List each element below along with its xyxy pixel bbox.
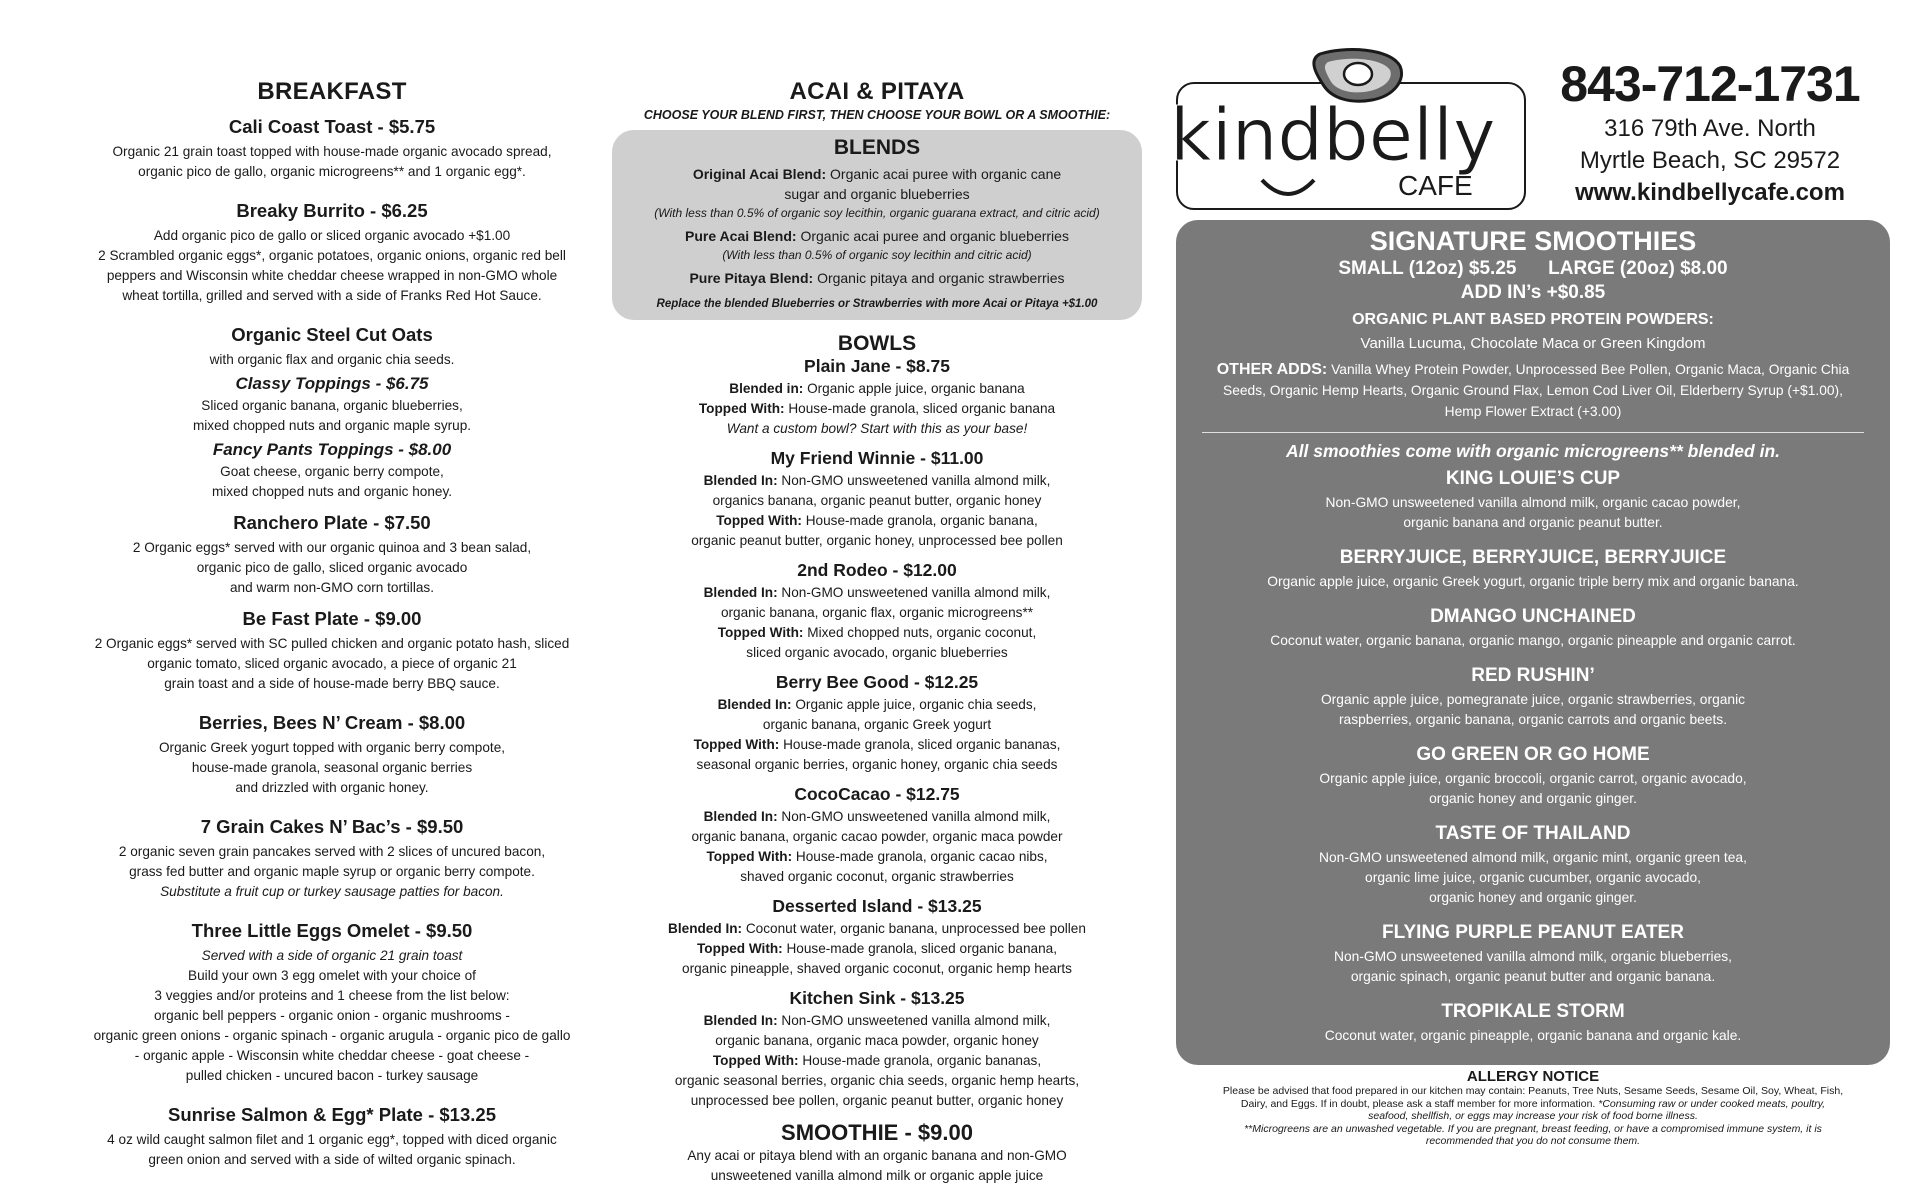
bowl-desc: organic seasonal berries, organic chia seeds, organic hemp hearts, [674, 1073, 1080, 1088]
bowl-blended [612, 919, 1142, 939]
text: Non-GMO unsweetened vanilla almond milk, [781, 585, 1051, 600]
blend-desc: sugar and organic blueberries [784, 186, 970, 202]
bowl-plain-jane [612, 356, 1142, 439]
smoothie-flying-purple [1176, 922, 1890, 987]
text: Coconut water, organic banana, unprocessed bee pollen [745, 921, 1086, 936]
item-desc: 2 Organic eggs* served with our organic quinoa and 3 bean salad, [132, 540, 532, 555]
bowl-blended [612, 379, 1142, 399]
bowl-topped [612, 623, 1142, 643]
smoothie-berryjuice [1176, 547, 1890, 592]
other-adds-label: OTHER ADDS: [1216, 361, 1328, 378]
bowl-kitchen-sink [612, 988, 1142, 1111]
text: House-made granola, sliced organic banana [788, 401, 1056, 416]
bowl-desc: shaved organic coconut, organic strawberries [740, 869, 1014, 884]
smoothie-desc: Organic apple juice, organic Greek yogurt, organic triple berry mix and organic banana. [1267, 574, 1799, 589]
item-desc: and warm non-GMO corn tortillas. [230, 580, 434, 595]
smoothie-title: TROPIKALE STORM [1441, 1001, 1625, 1022]
allergy-text: seafood, shellfish, or eggs may increase your risk of food borne illness. [1368, 1110, 1698, 1122]
item-desc: Sliced organic banana, organic blueberries, [201, 398, 463, 413]
smoothie-title: KING LOUIE’S CUP [1445, 468, 1621, 489]
label: Blended In: [703, 473, 778, 488]
logo-cafe: CAFÉ [1398, 170, 1473, 201]
smile-icon [1262, 180, 1314, 194]
label: Topped With: [717, 625, 804, 640]
smoothie-desc: Coconut water, organic banana, organic mango, organic pineapple and organic carrot. [1270, 633, 1796, 648]
item-title: Sunrise Salmon & Egg* Plate - $13.25 [168, 1104, 496, 1125]
bowl-topped [612, 511, 1142, 531]
allergy-text: recommended that you do not consume them. [1425, 1135, 1641, 1147]
item-title: Three Little Eggs Omelet - $9.50 [191, 920, 473, 941]
smoothie-desc: Any acai or pitaya blend with an organic banana and non-GMO [687, 1148, 1067, 1163]
menu-item-sunrise-salmon [62, 1104, 602, 1170]
item-desc: Add organic pico de gallo or sliced organic avocado +$1.00 [153, 228, 511, 243]
smoothie-desc: organic spinach, organic peanut butter and organic banana. [1350, 969, 1716, 984]
item-desc: Goat cheese, organic berry compote, [220, 464, 444, 479]
microgreens-note: All smoothies come with organic microgreens** blended in. [1286, 441, 1780, 461]
bowl-desc: organic pineapple, shaved organic coconut, organic hemp hearts [682, 961, 1072, 976]
item-desc: grass fed butter and organic maple syrup or organic berry compote. [129, 864, 535, 879]
blend-footnote: Replace the blended Blueberries or Strawberries with more Acai or Pitaya +$1.00 [656, 298, 1098, 310]
smoothie-desc: Non-GMO unsweetened vanilla almond milk, organic blueberries, [1333, 949, 1732, 964]
blends-box [612, 130, 1142, 320]
blend-note: (With less than 0.5% of organic soy lecithin and citric acid) [722, 248, 1032, 262]
addins-price: ADD IN’s +$0.85 [1460, 282, 1606, 303]
acai-heading: ACAI & PITAYA [789, 78, 965, 105]
bowl-blended [612, 471, 1142, 491]
bowl-title: Kitchen Sink - $13.25 [789, 988, 965, 1008]
item-desc: organic green onions - organic spinach - organic arugula - organic pico de gallo [93, 1028, 571, 1043]
menu-item-grain-cakes [62, 816, 602, 902]
bowl-note: Want a custom bowl? Start with this as your base! [726, 421, 1028, 436]
allergy-title: ALLERGY NOTICE [1466, 1068, 1600, 1085]
text: Organic apple juice, organic banana [807, 381, 1025, 396]
smoothie-desc: organic banana and organic peanut butter. [1403, 515, 1663, 530]
bowls-heading: BOWLS [837, 332, 917, 355]
blend-name: Pure Acai Blend: [685, 228, 797, 244]
blend-pure-acai [622, 226, 1132, 246]
bowl-title: My Friend Winnie - $11.00 [770, 448, 984, 468]
allergy-text: *Consuming raw or under cooked meats, poultry, [1598, 1097, 1826, 1110]
text: House-made granola, sliced organic banana, [786, 941, 1058, 956]
street-address: 316 79th Ave. North [1604, 115, 1816, 142]
bowl-title: Berry Bee Good - $12.25 [775, 672, 979, 692]
city-address: Myrtle Beach, SC 29572 [1579, 147, 1841, 174]
bowl-desc: unprocessed bee pollen, organic peanut butter, organic honey [690, 1093, 1064, 1108]
smoothie-desc: Coconut water, organic pineapple, organic banana and organic kale. [1324, 1028, 1742, 1043]
blend-original [622, 164, 1132, 184]
label: Topped With: [698, 401, 785, 416]
bowl-desserted-island [612, 896, 1142, 979]
menu-item-be-fast-plate [62, 608, 602, 694]
other-adds-text: Hemp Flower Extract (+3.00) [1444, 404, 1622, 419]
text: Non-GMO unsweetened vanilla almond milk, [781, 809, 1051, 824]
label: Topped With: [693, 737, 780, 752]
item-note: Substitute a fruit cup or turkey sausage patties for bacon. [160, 884, 504, 899]
blend-desc: Organic acai puree and organic blueberries [800, 228, 1069, 244]
smoothie-taste-of-thailand [1176, 823, 1890, 908]
bowl-desc: seasonal organic berries, organic honey, organic chia seeds [696, 757, 1058, 772]
text: House-made granola, sliced organic bananas, [783, 737, 1061, 752]
bowl-title: Desserted Island - $13.25 [772, 896, 982, 916]
other-adds-text: Seeds, Organic Hemp Hearts, Organic Ground Flax, Lemon Cod Liver Oil, Elderberry Syrup (+$1.00), [1223, 383, 1843, 398]
menu-item-steel-cut-oats [62, 324, 602, 502]
smoothie-desc: organic honey and organic ginger. [1429, 890, 1637, 905]
smoothie-title: GO GREEN OR GO HOME [1416, 744, 1650, 765]
blend-name: Pure Pitaya Blend: [689, 270, 814, 286]
acai-column [612, 70, 1142, 1195]
item-desc: mixed chopped nuts and organic honey. [211, 484, 453, 499]
item-title: Breaky Burrito - $6.25 [236, 200, 428, 221]
acai-smoothie [612, 1120, 1142, 1186]
item-desc: - organic apple - Wisconsin white cheddar cheese - goat cheese - [134, 1048, 530, 1063]
smoothie-title: BERRYJUICE, BERRYJUICE, BERRYJUICE [1339, 547, 1727, 568]
item-desc: 3 veggies and/or proteins and 1 cheese from the list below: [154, 988, 510, 1003]
item-title: Ranchero Plate - $7.50 [233, 512, 431, 533]
blends-heading: BLENDS [833, 136, 921, 159]
divider [1202, 432, 1864, 433]
smoothie-king-louies-cup [1176, 468, 1890, 533]
label: Topped With: [706, 849, 793, 864]
bowl-topped [612, 1051, 1142, 1071]
label: Blended In: [703, 585, 778, 600]
allergy-text [1176, 1098, 1890, 1111]
classy-toppings-title: Classy Toppings - $6.75 [235, 374, 429, 393]
smoothie-title: TASTE OF THAILAND [1435, 823, 1631, 844]
bowl-desc: organic banana, organic cacao powder, organic maca powder [691, 829, 1063, 844]
menu-item-berries-bees-cream [62, 712, 602, 798]
contact-block [1550, 55, 1870, 209]
bowl-topped [612, 735, 1142, 755]
protein-powders-title: ORGANIC PLANT BASED PROTEIN POWDERS: [1352, 311, 1714, 328]
bowl-2nd-rodeo [612, 560, 1142, 663]
text: House-made granola, organic cacao nibs, [795, 849, 1048, 864]
signature-smoothies-panel [1176, 220, 1890, 1065]
item-title: Cali Coast Toast - $5.75 [228, 116, 436, 137]
menu-item-breaky-burrito [62, 200, 602, 306]
text: Non-GMO unsweetened vanilla almond milk, [781, 1013, 1051, 1028]
item-desc: organic pico de gallo, organic microgreens** and 1 organic egg*. [138, 164, 526, 179]
smoothie-go-green [1176, 744, 1890, 809]
bowl-blended [612, 1011, 1142, 1031]
fancy-toppings-title: Fancy Pants Toppings - $8.00 [212, 440, 452, 459]
bowl-title: CocoCacao - $12.75 [794, 784, 960, 804]
menu-item-three-eggs-omelet [62, 920, 602, 1086]
text: House-made granola, organic bananas, [802, 1053, 1042, 1068]
bowl-desc: organic banana, organic Greek yogurt [762, 717, 992, 732]
text: House-made granola, organic banana, [805, 513, 1038, 528]
smoothie-desc: Non-GMO unsweetened almond milk, organic mint, organic green tea, [1319, 850, 1747, 865]
menu-item-cali-coast-toast [62, 116, 602, 182]
label: Blended In: [668, 921, 743, 936]
allergy-text: **Microgreens are an unwashed vegetable. If you are pregnant, breast feeding, or have a compromised immune system, it is [1244, 1122, 1822, 1135]
protein-powders-list: Vanilla Lucuma, Chocolate Maca or Green Kingdom [1360, 335, 1706, 352]
bowl-desc: organic peanut butter, organic honey, unprocessed bee pollen [691, 533, 1063, 548]
smoothie-title: SMOOTHIE - $9.00 [781, 1120, 973, 1145]
item-desc: wheat tortilla, grilled and served with a side of Franks Red Hot Sauce. [122, 288, 542, 303]
smoothie-title: DMANGO UNCHAINED [1430, 606, 1636, 627]
bowl-desc: organic banana, organic maca powder, organic honey [715, 1033, 1039, 1048]
bowl-my-friend-winnie [612, 448, 1142, 551]
item-desc: organic pico de gallo, sliced organic avocado [196, 560, 468, 575]
item-desc: 4 oz wild caught salmon filet and 1 organic egg*, topped with diced organic [107, 1132, 557, 1147]
smoothie-desc: raspberries, organic banana, organic carrots and organic beets. [1338, 712, 1728, 727]
blend-desc: Organic acai puree with organic cane [830, 166, 1062, 182]
bowl-berry-bee-good [612, 672, 1142, 775]
item-desc: house-made granola, seasonal organic berries [191, 760, 473, 775]
label: Blended in: [729, 381, 804, 396]
text: Organic apple juice, organic chia seeds, [795, 697, 1037, 712]
bowl-blended [612, 695, 1142, 715]
website-link[interactable]: www.kindbellycafe.com [1575, 179, 1845, 206]
text: Mixed chopped nuts, organic coconut, [807, 625, 1037, 640]
item-desc: Organic Greek yogurt topped with organic berry compote, [158, 740, 506, 755]
label: Blended In: [703, 809, 778, 824]
smoothie-desc: unsweetened vanilla almond milk or organic apple juice [710, 1168, 1044, 1183]
smoothies-heading: SIGNATURE SMOOTHIES [1369, 226, 1697, 256]
label: Topped With: [716, 513, 802, 528]
label: Blended In: [717, 697, 792, 712]
item-desc: and drizzled with organic honey. [235, 780, 429, 795]
smoothie-desc: organic honey and organic ginger. [1429, 791, 1637, 806]
phone-number[interactable]: 843-712-1731 [1560, 56, 1860, 112]
allergy-notice [1176, 1068, 1890, 1148]
label: Blended In: [703, 1013, 778, 1028]
item-desc: pulled chicken - uncured bacon - turkey sausage [185, 1068, 479, 1083]
item-desc: organic bell peppers - organic onion - organic mushrooms - [154, 1008, 510, 1023]
blend-desc: Organic pitaya and organic strawberries [817, 270, 1065, 286]
bowl-desc: organics banana, organic peanut butter, organic honey [712, 493, 1042, 508]
smoothie-tropikale-storm [1176, 1001, 1890, 1046]
item-title: 7 Grain Cakes N’ Bac’s - $9.50 [200, 816, 464, 837]
blend-name: Original Acai Blend: [692, 166, 827, 182]
blend-pure-pitaya [622, 268, 1132, 288]
bowl-title: Plain Jane - $8.75 [804, 356, 950, 376]
breakfast-column [62, 70, 602, 1188]
item-desc: 2 organic seven grain pancakes served with 2 slices of uncured bacon, [118, 844, 546, 859]
bowl-topped [612, 939, 1142, 959]
breakfast-heading: BREAKFAST [257, 78, 407, 105]
acai-subtitle: CHOOSE YOUR BLEND FIRST, THEN CHOOSE YOUR BOWL OR A SMOOTHIE: [643, 108, 1111, 122]
allergy-text: Dairy, and Eggs. If in doubt, please ask a staff member for more information. [1240, 1097, 1596, 1110]
item-note: Served with a side of organic 21 grain toast [201, 948, 463, 963]
smoothie-desc: Organic apple juice, organic broccoli, organic carrot, organic avocado, [1319, 771, 1747, 786]
item-desc: Build your own 3 egg omelet with your choice of [188, 968, 476, 983]
smoothie-dmango-unchained [1176, 606, 1890, 651]
label: Topped With: [712, 1053, 799, 1068]
logo-wordmark: kindbelly [1170, 93, 1496, 177]
item-desc: organic tomato, sliced organic avocado, a piece of organic 21 [147, 656, 517, 671]
smoothie-red-rushin [1176, 665, 1890, 730]
item-desc: 2 Organic eggs* served with SC pulled chicken and organic potato hash, sliced [94, 636, 570, 651]
smoothie-title: RED RUSHIN’ [1471, 665, 1595, 686]
item-desc: grain toast and a side of house-made berry BBQ sauce. [164, 676, 500, 691]
item-desc: mixed chopped nuts and organic maple syrup. [192, 418, 472, 433]
bowl-topped [612, 847, 1142, 867]
bowl-title: 2nd Rodeo - $12.00 [797, 560, 957, 580]
text: Non-GMO unsweetened vanilla almond milk, [781, 473, 1051, 488]
kindbelly-logo [1150, 40, 1530, 220]
item-title: Be Fast Plate - $9.00 [242, 608, 422, 629]
bowl-cococacao [612, 784, 1142, 887]
bowl-topped [612, 399, 1142, 419]
item-desc: green onion and served with a side of wilted organic spinach. [148, 1152, 516, 1167]
menu-item-ranchero-plate [62, 512, 602, 598]
smoothie-desc: Organic apple juice, pomegranate juice, organic strawberries, organic [1320, 692, 1746, 707]
blend-note: (With less than 0.5% of organic soy lecithin, organic guarana extract, and citric acid) [654, 206, 1100, 220]
bowl-desc: organic banana, organic flax, organic microgreens** [720, 605, 1034, 620]
other-adds [1176, 355, 1890, 422]
item-title: Berries, Bees N’ Cream - $8.00 [198, 712, 466, 733]
smoothie-desc: organic lime juice, organic cucumber, organic avocado, [1365, 870, 1701, 885]
bowl-desc: sliced organic avocado, organic blueberries [746, 645, 1008, 660]
smoothie-desc: Non-GMO unsweetened vanilla almond milk, organic cacao powder, [1325, 495, 1741, 510]
other-adds-text: Vanilla Whey Protein Powder, Unprocessed Bee Pollen, Organic Maca, Organic Chia [1331, 362, 1850, 377]
smoothie-title: FLYING PURPLE PEANUT EATER [1382, 922, 1684, 943]
sizes-prices: SMALL (12oz) $5.25 LARGE (20oz) $8.00 [1338, 258, 1728, 279]
item-desc: with organic flax and organic chia seeds. [209, 352, 455, 367]
item-title: Organic Steel Cut Oats [231, 324, 433, 345]
label: Topped With: [696, 941, 783, 956]
item-desc: Organic 21 grain toast topped with house-made organic avocado spread, [112, 144, 552, 159]
item-desc: 2 Scrambled organic eggs*, organic potatoes, organic onions, organic red bell [98, 248, 566, 263]
allergy-text: Please be advised that food prepared in our kitchen may contain: Peanuts, Tree Nuts, Sesame Seeds, Sesame Oil, Soy, Wheat, Fish, [1222, 1085, 1844, 1097]
item-desc: peppers and Wisconsin white cheddar cheese wrapped in non-GMO whole [106, 268, 558, 283]
bowl-blended [612, 583, 1142, 603]
bowl-blended [612, 807, 1142, 827]
